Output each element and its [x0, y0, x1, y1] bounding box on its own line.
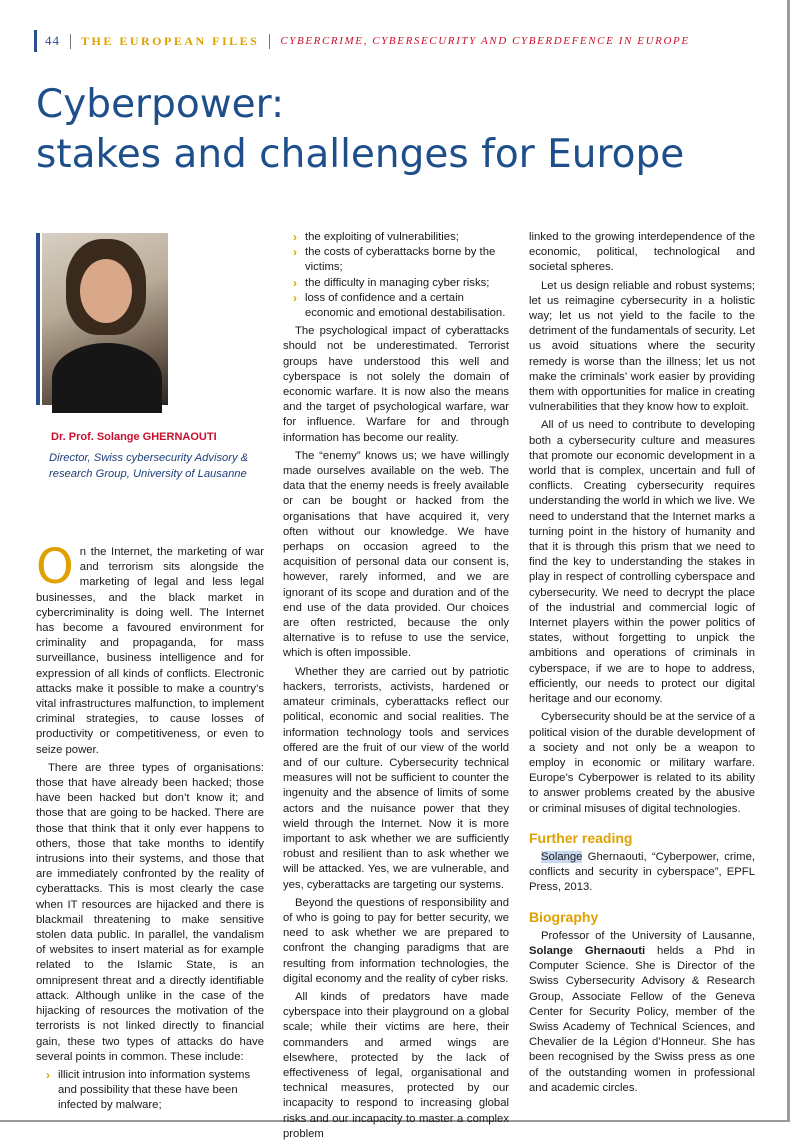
author-role: Director, Swiss cybersecurity Advisory & research Group, University of Lausanne	[49, 452, 249, 480]
page-number: 44	[45, 33, 60, 48]
list-item: › the exploiting of vulnerabilities;	[293, 230, 459, 244]
portrait-body	[52, 343, 162, 413]
list-item: › the costs of cyberattacks borne by the victims;	[293, 245, 496, 274]
text-column-1	[36, 539, 264, 1117]
body-paragraph: Whether they are carried out by patriotic hackers, terrorists, activists, hardened or amateur criminals, cyberattacks reflect our political, economic and social realities. The information technology tools and services offered are the fruit of our view of the world and of our culture. Cybersecurity technical measures will not be sufficient to counter the ingenuity and the absence of limits of some actors and the nuisance power that they wield through the Internet. Now it is more important to ask whether we are sufficiently robust and resilient than to ask whether we will be attacked. Yes, we are vulnerable, and yes, cyberattacks are targeting our systems.	[283, 665, 509, 891]
further-reading-text: Solange Ghernaouti, “Cyberpower, crime, conflicts and security in cyberspace”, EPFL Press, 2013.	[529, 850, 755, 894]
article-title	[36, 80, 736, 180]
body-paragraph: There are three types of organisations: those that have already been hacked; those have been hacked but don’t know it; and those that are going to be hacked. There are those that think that it only ever happens to others, those that take months to identify intrusions into their systems, and those that are immediately confronted by the reality of cyberattacks. This is most clearly the case when IT resources are hijacked and there is blackmail threatening to make sensitive stolen data public. In parallel, the vandalism of websites to insert material as for example related to the Islamic State, is an omnipresent threat and a directly identifiable attack. Although unlike in the case of the hijacking of resources the motivation of the terrorists is not linked directly to financial gain, these two types of attacks do have several points in common. These include:	[36, 761, 264, 1063]
body-paragraph: Cybersecurity should be at the service of a political vision of the durable development of a society and not only be a weapon to employ in economic or military warfare. Europe’s Cyberpower is related to its ability to answer problems created by the abusive or criminal misuses of digital technologies.	[529, 711, 755, 815]
text-column-3	[529, 230, 755, 1099]
bullet-list	[36, 1068, 264, 1114]
list-item: › loss of confidence and a certain economic and emotional destabilisation.	[293, 290, 506, 320]
header-accent-bar	[34, 30, 37, 52]
body-paragraph: All kinds of predators have made cyberspace into their playground on a global scale; while their victims are here, their commanders and armed wings are elsewhere, protected by the lack of effectiveness of legal, organisational and technical measures, protected by our incapacity to respond to increasing global risks and our incapacity to master a complex problem	[283, 990, 509, 1140]
running-header	[34, 30, 690, 52]
body-paragraph: The “enemy” knows us; we have willingly made ourselves available on the web. The data that the enemy needs is freely available or can be bought or hacked from the organisations that have acquired it, very often without our knowledge. We have perhaps on occasion agreed to the acquisition of personal data our consent is, however, rarely informed, and we are ignorant of its scope and duration and of the end use of the data provided. Our choices are often restricted, because the only alternative is to refuse to use the service, which is often impossible.	[283, 449, 509, 660]
header-separator	[70, 34, 71, 49]
list-item: › the difficulty in managing cyber risks;	[293, 275, 490, 290]
biography-text: Professor of the University of Lausanne, Solange Ghernaouti helds a Phd in Computer Science. She is Director of the Swiss Cybersecurity Advisory & Research Group, Associate Fellow of the Geneva Center for Security Policy, member of the Swiss Academy of Technical Sciences, and Chevalier de la Légion d’Honneur. She has been recognised by the Swiss press as one of the outstanding women in professional and academic circles.	[529, 929, 755, 1094]
portrait-face	[80, 259, 132, 323]
author-accent-bar	[36, 233, 40, 405]
body-paragraph: All of us need to contribute to developing both a cybersecurity culture and measures that promote our economic development in a world that is complex, uncertain and full of conflicts. Creating cybersecurity requires understanding the world in which we live. We need to understand that the Internet marks a turning point in the history of humanity and that it is through this prism that we need to find the key to understanding the stakes in play in respect of controlling cyberspace and cybersecurity. We need to decrypt the place of the industrial and commercial logic of Internet players within the power politics of states, without forgetting to unpick the ambitions and operations of criminals in cyberspace, if we are to hope to address, efficiently, our needs to protect our digital heritage and our economy.	[529, 419, 755, 706]
drop-cap: O	[36, 539, 74, 595]
title-line-1: Cyberpower:	[36, 82, 285, 127]
body-paragraph: Beyond the questions of responsibility and of who is going to pay for better security, we need to ask whether we are prepared to confront the changing paradigms that are resulting from information technologies, the digital economy and the reality of cyber risks.	[283, 896, 509, 985]
chevron-right-icon: ›	[293, 275, 297, 290]
header-separator	[269, 34, 270, 49]
body-paragraph: The psychological impact of cyberattacks should not be underestimated. Terrorist groups have understood this well and cyberspace is not solely the domain of economic warfare. It is now also the means and the target of psychological warfare, war for influence. Warfare for and through information has become our reality.	[283, 325, 509, 444]
author-name-bold: Solange Ghernaouti	[529, 944, 646, 957]
journal-name: THE EUROPEAN FILES	[81, 33, 260, 48]
issue-topic: CYBERCRIME, CYBERSECURITY AND CYBERDEFENCE IN EUROPE	[280, 35, 690, 47]
further-reading-heading: Further reading	[529, 829, 633, 846]
author-name: Dr. Prof. Solange GHERNAOUTI	[51, 431, 217, 443]
text-column-2	[283, 230, 509, 1145]
biography-heading: Biography	[529, 908, 599, 925]
list-item: › illicit intrusion into information systems and possibility that these have been infected by malware;	[46, 1067, 251, 1112]
body-paragraph: On the Internet, the marketing of war and terrorism sits alongside the marketing of legal and less legal businesses, and the black market in cybercriminality is doing well. The Internet has become a favoured environment for criminality and propaganda, for mass surveillance, business intelligence and for expression of all kinds of conflicts. Electronic attacks make it possible to make a country’s vital infrastructures malfunction, to implement criminal strategies, to cause losses of productivity or competitiveness, or even to seize power.	[36, 539, 264, 756]
chevron-right-icon: ›	[293, 245, 297, 260]
bullet-list	[283, 230, 509, 321]
body-paragraph: Let us design reliable and robust systems; let us reimagine cybersecurity in a holistic way; let us not yield to the facile to the detriment of the fundamentals of security. Let us avoid situations where the security remedy is worse than the illness; let us not make the criminals’ work easier by providing them with opportunities for malice in creating vulnerabilities that they know how to exploit.	[529, 279, 755, 414]
chevron-right-icon: ›	[293, 290, 297, 305]
author-portrait	[42, 233, 168, 405]
chevron-right-icon: ›	[46, 1067, 50, 1082]
highlighted-text: Solange	[541, 850, 583, 863]
title-line-2: stakes and challenges for Europe	[36, 132, 685, 177]
chevron-right-icon: ›	[293, 230, 297, 244]
body-paragraph: linked to the growing interdependence of the economic, political, technological and societal spheres.	[529, 231, 755, 274]
